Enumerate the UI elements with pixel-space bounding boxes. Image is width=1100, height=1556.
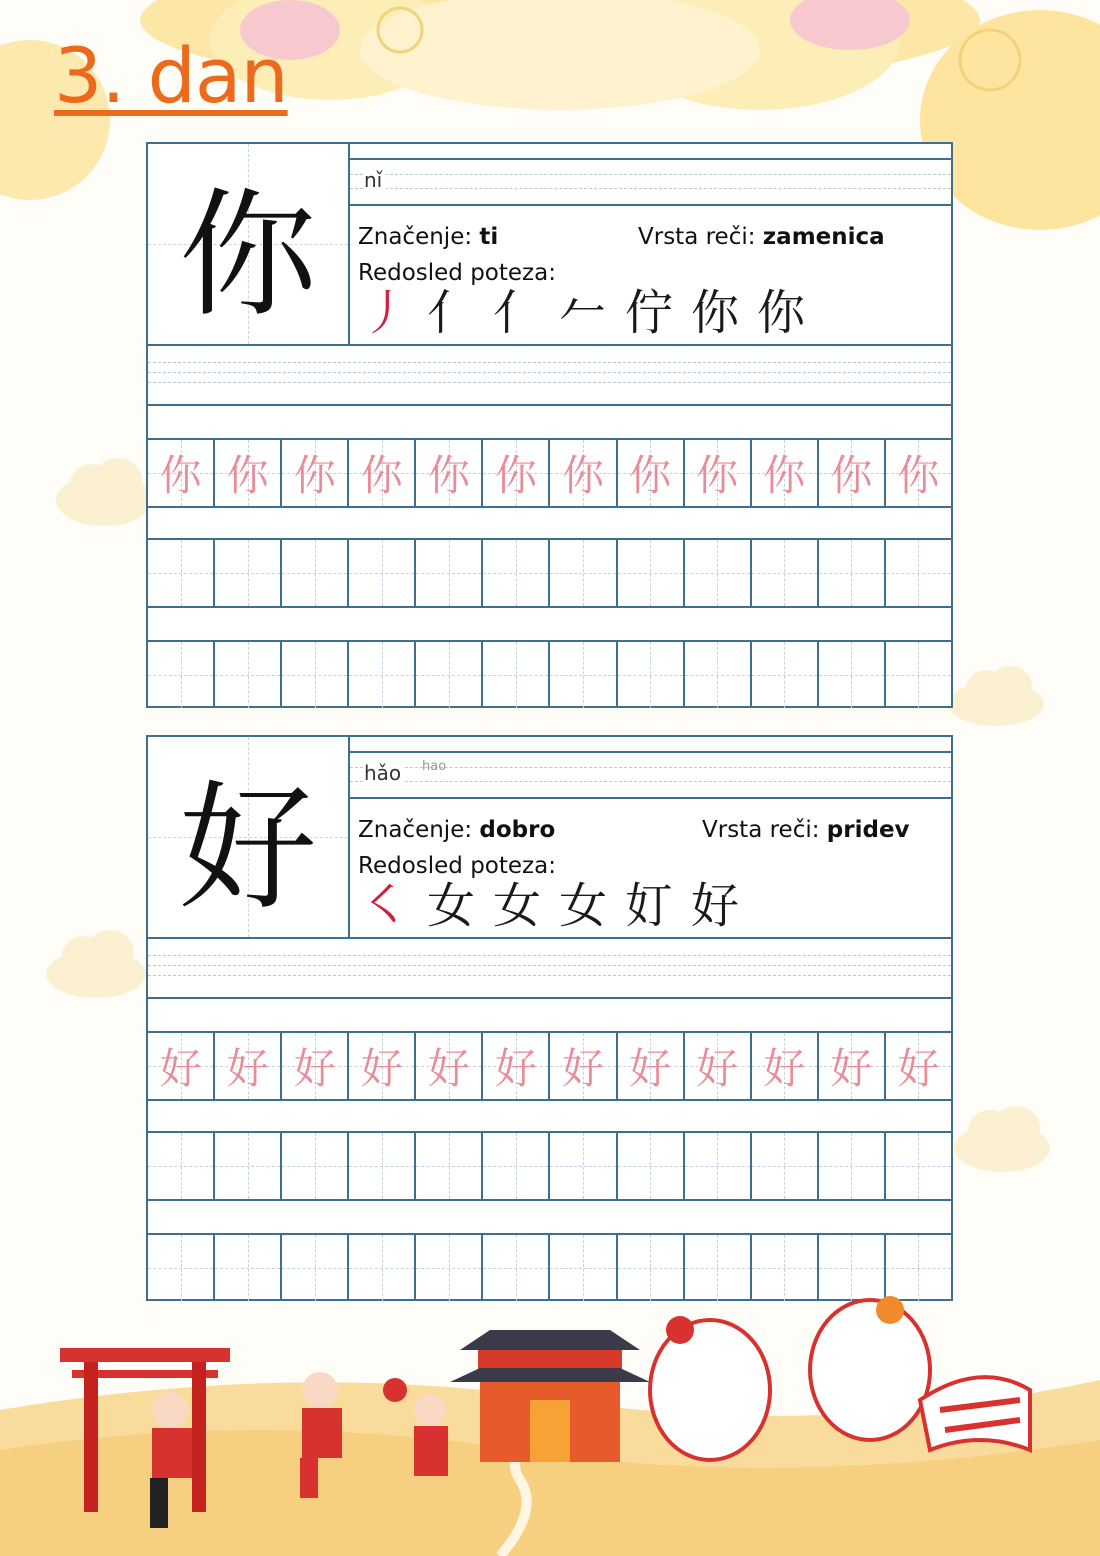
trace-character: 好 <box>427 1044 470 1093</box>
stroke-step: 丿 <box>360 285 409 341</box>
spacer-band <box>148 608 951 642</box>
writing-lines <box>148 939 951 999</box>
practice-cell[interactable] <box>886 642 951 708</box>
stroke-step: 女 <box>558 878 607 934</box>
stroke-step: 你 <box>690 285 739 341</box>
trace-character: 你 <box>494 451 537 500</box>
practice-cell[interactable] <box>349 1133 416 1199</box>
practice-cell[interactable] <box>282 642 349 708</box>
trace-cell[interactable] <box>618 1033 685 1099</box>
practice-cell[interactable] <box>550 1133 617 1199</box>
trace-cell[interactable] <box>685 440 752 506</box>
stroke-step: 女 <box>426 878 475 934</box>
character-info <box>350 144 951 344</box>
trace-character: 你 <box>629 451 672 500</box>
spacer-band <box>148 406 951 440</box>
trace-cell[interactable] <box>550 440 617 506</box>
character-card-1 <box>146 142 953 708</box>
trace-character: 好 <box>763 1044 806 1093</box>
trace-cell[interactable] <box>819 440 886 506</box>
meaning-value: ti <box>479 224 499 250</box>
practice-cell[interactable] <box>886 1133 951 1199</box>
spacer-band <box>148 508 951 540</box>
stroke-step: 亻 <box>426 285 475 341</box>
word-type <box>638 224 885 250</box>
practice-cell[interactable] <box>685 1133 752 1199</box>
practice-cell[interactable] <box>215 642 282 708</box>
practice-cell[interactable] <box>685 540 752 606</box>
trace-row <box>148 1033 951 1101</box>
meaning-label: Značenje: <box>358 817 473 843</box>
trace-cell[interactable] <box>483 1033 550 1099</box>
festival-illustration <box>0 1290 1100 1556</box>
practice-cell[interactable] <box>618 540 685 606</box>
word-type-value: zamenica <box>762 224 885 250</box>
pagoda-icon <box>450 1330 650 1462</box>
practice-cell[interactable] <box>685 642 752 708</box>
stroke-order <box>358 286 808 340</box>
stroke-order-label: Redosled poteza: <box>358 260 556 286</box>
cloud-icon <box>946 658 1046 728</box>
practice-cell[interactable] <box>550 540 617 606</box>
word-type-label: Vrsta reči: <box>638 224 756 250</box>
trace-cell[interactable] <box>416 1033 483 1099</box>
practice-cell[interactable] <box>148 642 215 708</box>
practice-row <box>148 1133 951 1201</box>
big-character-box <box>148 144 350 344</box>
practice-cell[interactable] <box>550 642 617 708</box>
practice-row <box>148 642 951 708</box>
trace-character: 好 <box>562 1044 605 1093</box>
practice-cell[interactable] <box>752 540 819 606</box>
trace-cell[interactable] <box>148 440 215 506</box>
trace-cell[interactable] <box>618 440 685 506</box>
card-header <box>148 144 951 346</box>
cloud-icon <box>44 922 148 1002</box>
trace-character: 你 <box>159 451 202 500</box>
page-title: 3. dan <box>54 31 288 120</box>
practice-cell[interactable] <box>819 540 886 606</box>
practice-cell[interactable] <box>349 540 416 606</box>
trace-character: 你 <box>562 451 605 500</box>
trace-character: 好 <box>494 1044 537 1093</box>
practice-cell[interactable] <box>483 1133 550 1199</box>
trace-cell[interactable] <box>483 440 550 506</box>
stroke-step: 好 <box>690 878 739 934</box>
big-character: 你 <box>178 175 317 336</box>
stroke-step: 𠂉 <box>558 285 607 341</box>
trace-character: 好 <box>696 1044 739 1093</box>
pinyin-faint: hao <box>422 759 447 774</box>
meaning <box>358 224 498 250</box>
writing-lines <box>148 346 951 406</box>
trace-cell[interactable] <box>685 1033 752 1099</box>
practice-cell[interactable] <box>282 1133 349 1199</box>
practice-cell[interactable] <box>416 642 483 708</box>
stroke-step: 奵 <box>624 878 673 934</box>
stroke-step: 你 <box>756 285 805 341</box>
practice-cell[interactable] <box>215 540 282 606</box>
pinyin-line <box>350 751 951 799</box>
practice-cell[interactable] <box>752 642 819 708</box>
big-character-box <box>148 737 350 937</box>
trace-cell[interactable] <box>282 440 349 506</box>
meaning-label: Značenje: <box>358 224 473 250</box>
practice-cell[interactable] <box>148 1133 215 1199</box>
card-header <box>148 737 951 939</box>
stroke-step: 亻 <box>492 285 541 341</box>
practice-cell[interactable] <box>819 642 886 708</box>
trace-character: 你 <box>830 451 873 500</box>
spacer-band <box>148 1201 951 1235</box>
trace-cell[interactable] <box>550 1033 617 1099</box>
pinyin: nǐ <box>364 168 386 192</box>
practice-cell[interactable] <box>886 540 951 606</box>
trace-character: 好 <box>226 1044 269 1093</box>
trace-character: 你 <box>226 451 269 500</box>
practice-cell[interactable] <box>148 540 215 606</box>
spacer-band <box>148 1101 951 1133</box>
stroke-order-label: Redosled poteza: <box>358 853 556 879</box>
big-character: 好 <box>178 768 317 929</box>
trace-cell[interactable] <box>349 1033 416 1099</box>
trace-cell[interactable] <box>819 1033 886 1099</box>
trace-character: 好 <box>159 1044 202 1093</box>
trace-character: 好 <box>629 1044 672 1093</box>
stroke-step: ㇛ <box>360 878 409 934</box>
stroke-order <box>358 879 742 933</box>
spacer-band <box>148 999 951 1033</box>
cloud-icon <box>54 450 154 530</box>
practice-cell[interactable] <box>819 1133 886 1199</box>
trace-character: 你 <box>360 451 403 500</box>
practice-cell[interactable] <box>416 1133 483 1199</box>
meaning <box>358 817 555 843</box>
trace-cell[interactable] <box>752 1033 819 1099</box>
practice-cell[interactable] <box>618 1133 685 1199</box>
practice-cell[interactable] <box>349 642 416 708</box>
practice-row <box>148 540 951 608</box>
practice-cell[interactable] <box>483 642 550 708</box>
trace-cell[interactable] <box>215 440 282 506</box>
trace-character: 好 <box>897 1044 940 1093</box>
word-type-value: pridev <box>826 817 910 843</box>
trace-cell[interactable] <box>886 440 951 506</box>
practice-cell[interactable] <box>215 1133 282 1199</box>
word-type-label: Vrsta reči: <box>702 817 820 843</box>
trace-character: 你 <box>427 451 470 500</box>
trace-row <box>148 440 951 508</box>
pinyin-line <box>350 158 951 206</box>
trace-character: 好 <box>293 1044 336 1093</box>
trace-character: 你 <box>897 451 940 500</box>
trace-character: 好 <box>830 1044 873 1093</box>
character-card-2 <box>146 735 953 1301</box>
trace-cell[interactable] <box>148 1033 215 1099</box>
trace-cell[interactable] <box>416 440 483 506</box>
trace-cell[interactable] <box>215 1033 282 1099</box>
trace-cell[interactable] <box>349 440 416 506</box>
trace-character: 好 <box>360 1044 403 1093</box>
stroke-step: 女 <box>492 878 541 934</box>
practice-cell[interactable] <box>416 540 483 606</box>
trace-cell[interactable] <box>752 440 819 506</box>
trace-character: 你 <box>293 451 336 500</box>
character-info <box>350 737 951 937</box>
practice-cell[interactable] <box>618 642 685 708</box>
practice-cell[interactable] <box>483 540 550 606</box>
trace-cell[interactable] <box>886 1033 951 1099</box>
trace-cell[interactable] <box>282 1033 349 1099</box>
cloud-icon <box>952 1096 1052 1176</box>
practice-cell[interactable] <box>282 540 349 606</box>
pinyin: hǎo <box>364 761 405 785</box>
meaning-value: dobro <box>479 817 556 843</box>
practice-cell[interactable] <box>752 1133 819 1199</box>
trace-character: 你 <box>763 451 806 500</box>
trace-character: 你 <box>696 451 739 500</box>
word-type <box>702 817 910 843</box>
stroke-step: 佇 <box>624 285 673 341</box>
